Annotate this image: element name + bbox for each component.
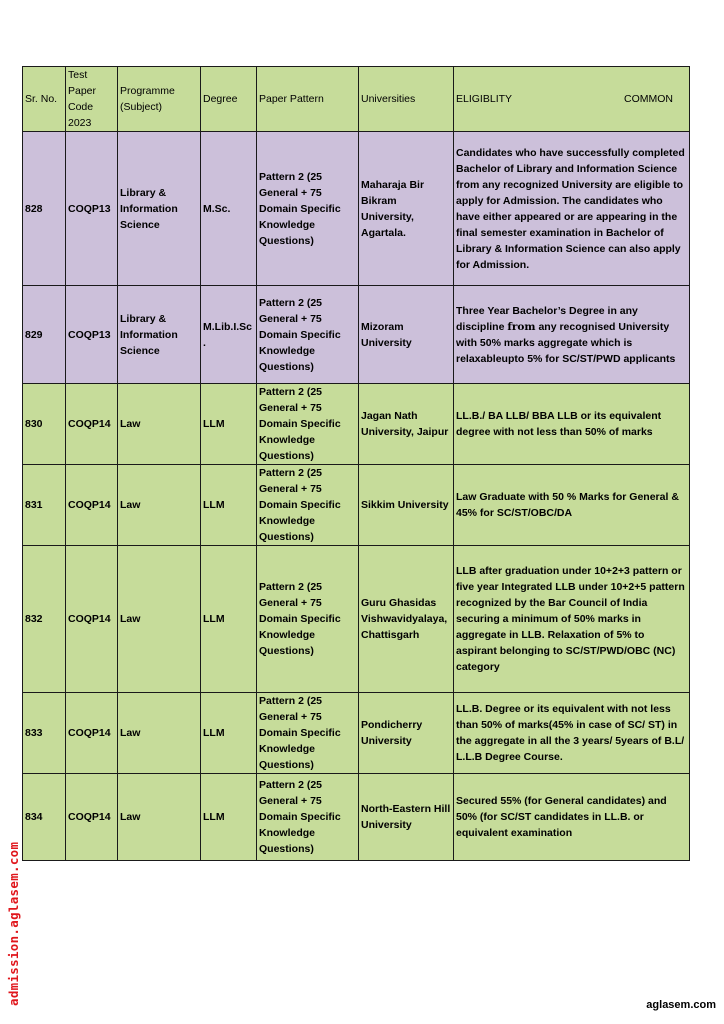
header-universities: Universities [359, 67, 454, 132]
cell-programme: Law [118, 465, 201, 546]
eligibility-text-end: any recognised University with 50% marks aggregate which is relaxableupto 5% for SC/ST/PWD applicants [456, 320, 676, 365]
cell-pattern: Pattern 2 (25 General + 75 Domain Specific Knowledge Questions) [257, 693, 359, 774]
cell-programme: Law [118, 546, 201, 693]
header-eligibility-label: ELIGIBLITY [456, 93, 513, 105]
table-row [23, 774, 690, 861]
cell-university: Pondicherry University [359, 693, 454, 774]
cell-code: COQP13 [66, 286, 118, 384]
eligibility-serif-word: from [507, 320, 536, 333]
cell-sr-no: 828 [23, 132, 66, 286]
cell-degree: LLM [201, 774, 257, 861]
cell-sr-no: 834 [23, 774, 66, 861]
cell-code: COQP14 [66, 546, 118, 693]
table-header-row [23, 67, 690, 132]
cell-degree: LLM [201, 693, 257, 774]
cell-pattern: Pattern 2 (25 General + 75 Domain Specific Knowledge Questions) [257, 774, 359, 861]
cell-programme: Library & Information Science [118, 132, 201, 286]
cell-university: Sikkim University [359, 465, 454, 546]
cell-code: COQP14 [66, 465, 118, 546]
table-row [23, 132, 690, 286]
cell-university: Jagan Nath University, Jaipur [359, 384, 454, 465]
cell-pattern: Pattern 2 (25 General + 75 Domain Specific Knowledge Questions) [257, 546, 359, 693]
cell-programme: Library & Information Science [118, 286, 201, 384]
cell-eligibility: LL.B. Degree or its equivalent with not less than 50% of marks(45% in case of SC/ ST) in the aggregate in all the 3 years/ 5years of B.L/ L.L.B Degree Course. [454, 693, 690, 774]
cell-university: Guru Ghasidas Vishwavidyalaya, Chattisgarh [359, 546, 454, 693]
cell-code: COQP13 [66, 132, 118, 286]
footer-site-name: aglasem.com [646, 999, 716, 1011]
cell-sr-no: 832 [23, 546, 66, 693]
cell-university: North-Eastern Hill University [359, 774, 454, 861]
table-row [23, 546, 690, 693]
header-eligibility [454, 67, 690, 132]
cell-university: Mizoram University [359, 286, 454, 384]
cell-eligibility: LLB after graduation under 10+2+3 pattern or five year Integrated LLB under 10+2+5 pattern recognized by the Bar Council of India securing a minimum of 50% marks in aggregate in LLB. Relaxation of 5% to aspirant belonging to SC/ST/PWD/OBC (NC) category [454, 546, 690, 693]
cell-pattern: Pattern 2 (25 General + 75 Domain Specific Knowledge Questions) [257, 465, 359, 546]
cell-programme: Law [118, 384, 201, 465]
header-test-paper-code: Test Paper Code 2023 [66, 67, 118, 132]
cell-sr-no: 831 [23, 465, 66, 546]
header-degree: Degree [201, 67, 257, 132]
cell-code: COQP14 [66, 384, 118, 465]
cell-degree: LLM [201, 465, 257, 546]
cell-degree: LLM [201, 546, 257, 693]
cell-degree: M.Lib.I.Sc. [201, 286, 257, 384]
eligibility-table [22, 66, 690, 861]
cell-sr-no: 829 [23, 286, 66, 384]
cell-university: Maharaja Bir Bikram University, Agartala. [359, 132, 454, 286]
cell-eligibility: Law Graduate with 50 % Marks for General & 45% for SC/ST/OBC/DA [454, 465, 690, 546]
cell-pattern: Pattern 2 (25 General + 75 Domain Specific Knowledge Questions) [257, 384, 359, 465]
cell-eligibility: LL.B./ BA LLB/ BBA LLB or its equivalent degree with not less than 50% of marks [454, 384, 690, 465]
table-row [23, 384, 690, 465]
cell-eligibility [454, 286, 690, 384]
table-row [23, 465, 690, 546]
header-sr-no: Sr. No. [23, 67, 66, 132]
header-paper-pattern: Paper Pattern [257, 67, 359, 132]
cell-programme: Law [118, 774, 201, 861]
header-common-label: COMMON [624, 93, 673, 105]
cell-pattern: Pattern 2 (25 General + 75 Domain Specific Knowledge Questions) [257, 132, 359, 286]
cell-eligibility: Candidates who have successfully completed Bachelor of Library and Information Science from any recognized University are eligible to apply for Admission. The candidates who have either appeared or are appearing in the final semester examination in Bachelor of Library & Information Science can also apply for Admission. [454, 132, 690, 286]
cell-programme: Law [118, 693, 201, 774]
watermark: admission.aglasem.com [6, 841, 21, 1006]
cell-degree: M.Sc. [201, 132, 257, 286]
table-row [23, 693, 690, 774]
cell-degree: LLM [201, 384, 257, 465]
cell-sr-no: 830 [23, 384, 66, 465]
cell-code: COQP14 [66, 693, 118, 774]
cell-sr-no: 833 [23, 693, 66, 774]
cell-pattern: Pattern 2 (25 General + 75 Domain Specific Knowledge Questions) [257, 286, 359, 384]
cell-code: COQP14 [66, 774, 118, 861]
header-programme: Programme (Subject) [118, 67, 201, 132]
table-row [23, 286, 690, 384]
cell-eligibility: Secured 55% (for General candidates) and 50% (for SC/ST candidates in LL.B. or equivalent examination [454, 774, 690, 861]
eligibility-text-start: Three Year Bachelor’s Degree in any discipline [456, 304, 638, 333]
